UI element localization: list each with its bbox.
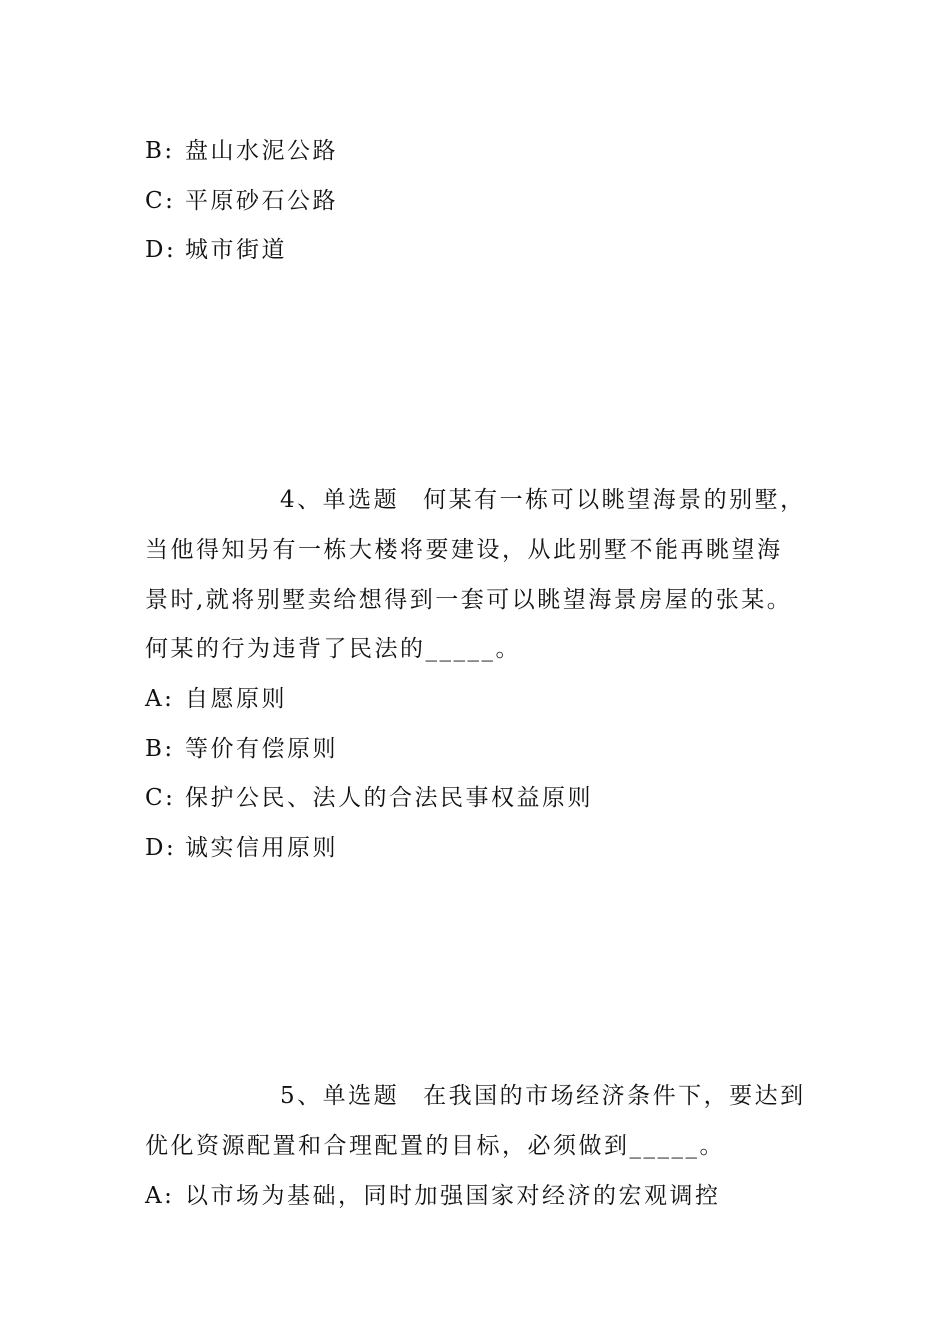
option-letter: C: — [145, 785, 176, 811]
option-letter: C: — [145, 188, 176, 214]
question-5-first-line — [280, 1081, 820, 1111]
question-4-first-line — [280, 485, 820, 515]
option-text: 平原砂石公路 — [185, 188, 338, 214]
question-4-line: 当他得知另有一栋大楼将要建设，从此别墅不能再眺望海 — [145, 537, 783, 563]
q4-option-c — [145, 783, 815, 813]
option-text: 保护公民、法人的合法民事权益原则 — [185, 785, 593, 811]
option-d — [145, 235, 815, 265]
option-text: 城市街道 — [185, 237, 287, 263]
option-text: 盘山水泥公路 — [185, 138, 338, 164]
q4-option-a — [145, 684, 815, 714]
option-letter: B: — [145, 736, 175, 762]
question-number: 5、单选题 — [280, 1083, 400, 1109]
question-number: 4、单选题 — [280, 487, 400, 513]
option-c — [145, 186, 815, 216]
option-text: 等价有偿原则 — [185, 736, 338, 762]
q4-option-b — [145, 734, 815, 764]
question-4-line: 何某的行为违背了民法的_____。 — [145, 636, 521, 662]
option-text: 以市场为基础，同时加强国家对经济的宏观调控 — [185, 1183, 721, 1209]
question-4-line: 景时,就将别墅卖给想得到一套可以眺望海景房屋的张某。 — [145, 587, 793, 613]
q4-option-d — [145, 833, 815, 863]
option-letter: D: — [145, 237, 177, 263]
option-letter: B: — [145, 138, 175, 164]
question-5-line: 优化资源配置和合理配置的目标，必须做到_____。 — [145, 1133, 725, 1159]
option-letter: D: — [145, 835, 177, 861]
question-text: 何某有一栋可以眺望海景的别墅， — [423, 487, 806, 513]
option-letter: A: — [145, 686, 175, 712]
option-text: 诚实信用原则 — [185, 835, 338, 861]
option-letter: A: — [145, 1183, 175, 1209]
option-text: 自愿原则 — [185, 686, 287, 712]
option-b — [145, 136, 815, 166]
question-text: 在我国的市场经济条件下，要达到 — [423, 1083, 806, 1109]
q5-option-a — [145, 1181, 815, 1211]
